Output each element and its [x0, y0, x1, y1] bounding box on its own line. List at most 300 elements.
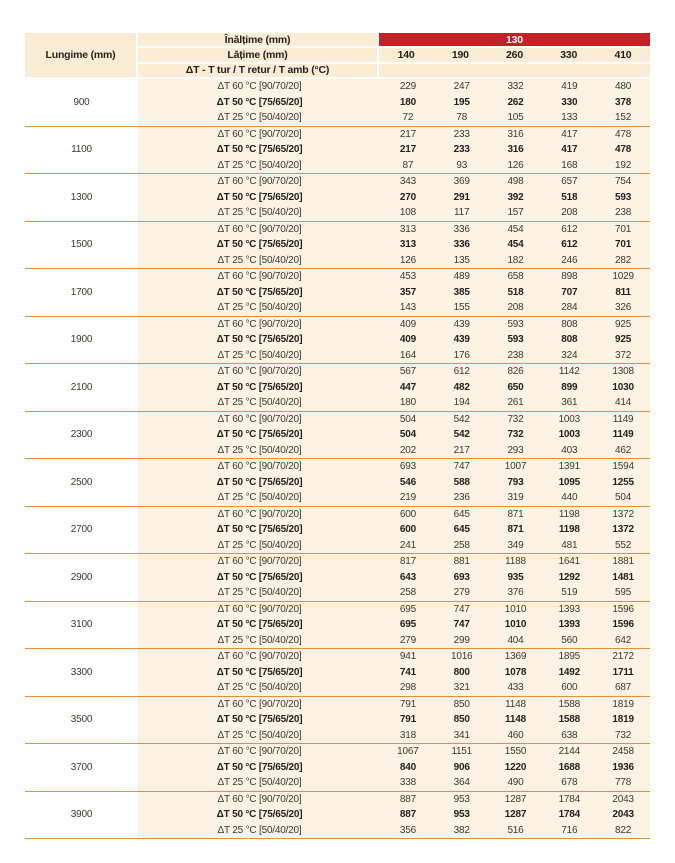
height-label-cell: Înălțime (mm)	[138, 33, 377, 46]
value-cell: 800	[453, 666, 470, 678]
value-cell: 808	[561, 334, 578, 346]
dt50-row-label: ΔT 50 °C [75/65/20]	[216, 571, 303, 583]
value-cell: 316	[507, 128, 524, 140]
value-cell: 357	[399, 286, 416, 298]
dt50-row	[138, 807, 650, 823]
dt25-row-label: ΔT 25 °C [50/40/20]	[217, 349, 302, 361]
dt50-row-label: ΔT 50 °C [75/65/20]	[216, 286, 303, 298]
dt25-row	[138, 158, 650, 174]
value-cell: 135	[453, 254, 470, 266]
dt25-row-label: ΔT 25 °C [50/40/20]	[217, 397, 302, 409]
length-group	[25, 317, 650, 365]
value-cell: 504	[615, 492, 632, 504]
dt50-row	[138, 332, 650, 348]
dt25-row	[138, 775, 650, 791]
dt25-row-label: ΔT 25 °C [50/40/20]	[217, 302, 302, 314]
dt25-row	[138, 300, 650, 316]
value-cell: 246	[561, 254, 578, 266]
value-cell: 1198	[558, 524, 580, 536]
value-cell: 270	[399, 191, 416, 203]
value-cell: 1819	[612, 698, 634, 710]
dt50-row-label: ΔT 50 °C [75/65/20]	[216, 429, 303, 441]
value-cell: 279	[453, 587, 470, 599]
dt25-row	[138, 395, 650, 411]
value-cell: 925	[615, 334, 632, 346]
value-cell: 489	[453, 271, 470, 283]
dt50-row-label: ΔT 50 °C [75/65/20]	[216, 761, 303, 773]
width-header-row	[138, 48, 650, 61]
length-value: 1100	[25, 127, 138, 174]
dt25-row	[138, 728, 650, 744]
value-cell: 233	[453, 144, 470, 156]
dt25-row-label: ΔT 25 °C [50/40/20]	[217, 777, 302, 789]
length-value: 1900	[25, 317, 138, 364]
dt50-row	[138, 712, 650, 728]
dt60-row	[138, 554, 650, 570]
value-cell: 707	[561, 286, 578, 298]
value-cell: 316	[507, 144, 524, 156]
length-column-header	[25, 33, 136, 77]
value-cell: 462	[615, 444, 632, 456]
width-value-cell: 330	[560, 49, 578, 62]
value-cell: 1369	[504, 651, 527, 663]
value-cell: 233	[453, 128, 470, 140]
delta-header-row	[138, 64, 650, 77]
value-cell: 258	[399, 587, 416, 599]
value-cell: 1588	[558, 714, 581, 726]
dt60-row	[138, 174, 650, 190]
value-cell: 1149	[612, 413, 634, 425]
dt25-row	[138, 443, 650, 459]
value-cell: 595	[615, 587, 632, 599]
value-cell: 1287	[504, 793, 527, 805]
dt25-row-label: ΔT 25 °C [50/40/20]	[217, 539, 302, 551]
value-cell: 143	[399, 302, 416, 314]
value-cell: 338	[399, 777, 416, 789]
dt50-row-label: ΔT 50 °C [75/65/20]	[216, 809, 303, 821]
value-cell: 808	[561, 318, 578, 330]
dt50-row	[138, 665, 650, 681]
value-cell: 414	[615, 397, 632, 409]
dt60-row	[138, 317, 650, 333]
length-group	[25, 127, 650, 175]
dt50-row	[138, 760, 650, 776]
value-cell: 793	[507, 476, 524, 488]
value-cell: 791	[399, 698, 416, 710]
dt60-row	[138, 744, 650, 760]
value-cell: 219	[399, 492, 416, 504]
value-cell: 600	[399, 508, 416, 520]
value-cell: 241	[399, 539, 416, 551]
length-value: 2300	[25, 412, 138, 459]
value-cell: 409	[399, 334, 416, 346]
value-cell: 678	[561, 777, 578, 789]
value-cell: 732	[615, 729, 632, 741]
dt25-row-label: ΔT 25 °C [50/40/20]	[217, 587, 302, 599]
value-cell: 1007	[504, 461, 527, 473]
dt25-row-label: ΔT 25 °C [50/40/20]	[217, 492, 302, 504]
length-value: 2900	[25, 554, 138, 601]
value-cell: 126	[507, 159, 524, 171]
value-cell: 645	[453, 524, 470, 536]
value-cell: 1078	[504, 666, 527, 678]
value-cell: 293	[507, 444, 524, 456]
value-cell: 453	[399, 271, 416, 283]
value-cell: 1641	[558, 556, 581, 568]
value-cell: 332	[507, 81, 524, 93]
dt50-row-label: ΔT 50 °C [75/65/20]	[216, 476, 303, 488]
value-cell: 236	[453, 492, 470, 504]
value-cell: 1255	[612, 476, 634, 488]
value-cell: 440	[561, 492, 578, 504]
value-cell: 321	[453, 682, 470, 694]
value-cell: 546	[399, 476, 416, 488]
dt50-row	[138, 190, 650, 206]
dt60-row	[138, 649, 650, 665]
value-cell: 385	[453, 286, 470, 298]
value-cell: 336	[453, 239, 470, 251]
dt50-row-label: ΔT 50 °C [75/65/20]	[216, 334, 303, 346]
value-cell: 72	[402, 112, 414, 124]
length-value: 2700	[25, 507, 138, 554]
dt60-row-label: ΔT 60 °C [90/70/20]	[217, 271, 302, 283]
length-group	[25, 269, 650, 317]
value-cell: 693	[453, 571, 470, 583]
length-group	[25, 602, 650, 650]
value-cell: 78	[456, 112, 468, 124]
dt60-row-label: ΔT 60 °C [90/70/20]	[217, 413, 302, 425]
value-cell: 504	[399, 413, 416, 425]
value-cell: 343	[399, 176, 416, 188]
value-cell: 1372	[612, 508, 634, 520]
value-cell: 217	[453, 444, 470, 456]
dt50-row-label: ΔT 50 °C [75/65/20]	[216, 524, 303, 536]
dt25-row	[138, 633, 650, 649]
dt25-row	[138, 538, 650, 554]
value-cell: 600	[399, 524, 416, 536]
dt25-row-label: ΔT 25 °C [50/40/20]	[217, 112, 302, 124]
value-cell: 152	[615, 112, 632, 124]
dt60-row	[138, 79, 650, 95]
value-cell: 1188	[505, 556, 526, 568]
length-group	[25, 507, 650, 555]
value-cell: 1030	[612, 381, 634, 393]
value-cell: 822	[615, 824, 632, 836]
value-cell: 1148	[505, 698, 526, 710]
value-cell: 164	[399, 349, 416, 361]
length-group	[25, 364, 650, 412]
height-header-row	[138, 33, 650, 46]
value-cell: 871	[507, 524, 524, 536]
value-cell: 326	[615, 302, 632, 314]
dt60-row-label: ΔT 60 °C [90/70/20]	[217, 651, 302, 663]
value-cell: 282	[615, 254, 632, 266]
value-cell: 650	[507, 381, 524, 393]
value-cell: 433	[507, 682, 524, 694]
value-cell: 1711	[612, 666, 634, 678]
value-cell: 747	[453, 603, 470, 615]
value-cell: 1492	[558, 666, 581, 678]
value-cell: 1067	[397, 746, 419, 758]
value-cell: 1372	[612, 524, 634, 536]
width-value-cell: 190	[451, 49, 469, 62]
value-cell: 1148	[505, 714, 526, 726]
dt60-row	[138, 364, 650, 380]
value-cell: 1016	[450, 651, 473, 663]
dt50-row	[138, 285, 650, 301]
dt50-row	[138, 142, 650, 158]
value-cell: 417	[561, 128, 578, 140]
dt25-row	[138, 585, 650, 601]
value-cell: 638	[561, 729, 578, 741]
dt50-row-label: ΔT 50 °C [75/65/20]	[216, 239, 303, 251]
value-cell: 318	[399, 729, 416, 741]
dt60-row-label: ΔT 60 °C [90/70/20]	[217, 698, 302, 710]
value-cell: 850	[453, 698, 470, 710]
value-cell: 247	[453, 81, 470, 93]
value-cell: 826	[507, 366, 524, 378]
value-cell: 378	[615, 96, 632, 108]
value-cell: 1936	[612, 761, 634, 773]
value-cell: 732	[507, 429, 524, 441]
dt60-row	[138, 269, 650, 285]
value-cell: 392	[507, 191, 524, 203]
width-label-cell: Lățime (mm)	[138, 48, 377, 61]
value-cell: 1292	[558, 571, 581, 583]
dt25-row	[138, 110, 650, 126]
value-cell: 701	[615, 239, 632, 251]
value-cell: 658	[507, 271, 524, 283]
value-cell: 319	[507, 492, 524, 504]
value-cell: 542	[453, 429, 470, 441]
value-cell: 1308	[612, 366, 634, 378]
dt60-row-label: ΔT 60 °C [90/70/20]	[217, 223, 302, 235]
value-cell: 157	[507, 207, 524, 219]
value-cell: 324	[561, 349, 578, 361]
width-value-cell: 410	[614, 49, 632, 62]
value-cell: 518	[561, 191, 578, 203]
value-cell: 192	[615, 159, 632, 171]
dt25-row	[138, 253, 650, 269]
value-cell: 518	[507, 286, 524, 298]
value-cell: 935	[507, 571, 524, 583]
length-value: 900	[25, 79, 138, 126]
dt50-row-label: ΔT 50 °C [75/65/20]	[216, 714, 303, 726]
dt60-row-label: ΔT 60 °C [90/70/20]	[217, 746, 302, 758]
dt25-row-label: ΔT 25 °C [50/40/20]	[217, 634, 302, 646]
dt60-row-label: ΔT 60 °C [90/70/20]	[217, 81, 302, 93]
width-value-cell: 140	[397, 49, 415, 62]
value-cell: 298	[399, 682, 416, 694]
dt25-row-label: ΔT 25 °C [50/40/20]	[217, 207, 302, 219]
value-cell: 881	[453, 556, 470, 568]
value-cell: 498	[507, 176, 524, 188]
dt50-row	[138, 522, 650, 538]
value-cell: 1151	[451, 746, 473, 758]
height-value-cell: 130	[379, 33, 650, 46]
dt25-row-label: ΔT 25 °C [50/40/20]	[217, 254, 302, 266]
dt50-row	[138, 380, 650, 396]
value-cell: 747	[453, 461, 470, 473]
dt60-row	[138, 507, 650, 523]
value-cell: 194	[453, 397, 470, 409]
value-cell: 850	[453, 714, 470, 726]
value-cell: 643	[399, 571, 416, 583]
value-cell: 1688	[558, 761, 581, 773]
value-cell: 238	[507, 349, 524, 361]
length-group	[25, 459, 650, 507]
length-group	[25, 174, 650, 222]
length-value: 3100	[25, 602, 138, 649]
length-group	[25, 554, 650, 602]
value-cell: 899	[561, 381, 578, 393]
length-value: 3300	[25, 649, 138, 696]
value-cell: 291	[453, 191, 470, 203]
value-cell: 202	[399, 444, 416, 456]
dt25-row	[138, 205, 650, 221]
value-cell: 155	[453, 302, 470, 314]
dt50-row	[138, 617, 650, 633]
value-cell: 732	[507, 413, 524, 425]
value-cell: 687	[615, 682, 632, 694]
length-group	[25, 79, 650, 127]
delta-label-cell: ΔT - T tur / T retur / T amb (°C)	[138, 64, 377, 77]
value-cell: 588	[453, 476, 470, 488]
value-cell: 1596	[612, 603, 634, 615]
value-cell: 454	[507, 239, 524, 251]
value-cell: 229	[399, 81, 416, 93]
value-cell: 1596	[612, 619, 634, 631]
value-cell: 516	[507, 824, 524, 836]
value-cell: 482	[453, 381, 470, 393]
value-cell: 695	[399, 603, 416, 615]
value-cell: 478	[615, 128, 632, 140]
value-cell: 133	[561, 112, 578, 124]
dt25-row	[138, 490, 650, 506]
value-cell: 600	[561, 682, 578, 694]
value-cell: 612	[561, 239, 578, 251]
dt25-row	[138, 348, 650, 364]
value-cell: 560	[561, 634, 578, 646]
value-cell: 567	[399, 366, 416, 378]
value-cell: 439	[453, 334, 470, 346]
value-cell: 439	[453, 318, 470, 330]
dt60-row-label: ΔT 60 °C [90/70/20]	[217, 176, 302, 188]
value-cell: 519	[561, 587, 578, 599]
value-cell: 1287	[504, 809, 527, 821]
value-cell: 1819	[612, 714, 634, 726]
value-cell: 117	[454, 207, 470, 219]
value-cell: 403	[561, 444, 578, 456]
value-cell: 330	[561, 96, 578, 108]
table-body	[25, 79, 650, 839]
dt50-row-label: ΔT 50 °C [75/65/20]	[216, 619, 303, 631]
value-cell: 778	[615, 777, 632, 789]
length-group	[25, 222, 650, 270]
value-cell: 176	[453, 349, 470, 361]
dt25-row-label: ΔT 25 °C [50/40/20]	[217, 159, 302, 171]
value-cell: 217	[399, 144, 416, 156]
value-cell: 1393	[558, 619, 581, 631]
length-group	[25, 792, 650, 840]
dt60-row-label: ΔT 60 °C [90/70/20]	[217, 366, 302, 378]
value-cell: 262	[507, 96, 524, 108]
length-group	[25, 744, 650, 792]
value-cell: 382	[453, 824, 470, 836]
value-cell: 376	[507, 587, 524, 599]
value-cell: 1003	[558, 413, 581, 425]
value-cell: 87	[402, 159, 414, 171]
value-cell: 126	[399, 254, 416, 266]
dt50-row	[138, 427, 650, 443]
value-cell: 1198	[558, 508, 580, 520]
dt50-row-label: ΔT 50 °C [75/65/20]	[216, 144, 303, 156]
dt60-row	[138, 792, 650, 808]
value-cell: 279	[399, 634, 416, 646]
value-cell: 840	[399, 761, 416, 773]
dt25-row-label: ΔT 25 °C [50/40/20]	[217, 729, 302, 741]
value-cell: 409	[399, 318, 416, 330]
value-cell: 925	[615, 318, 632, 330]
value-cell: 1010	[504, 619, 527, 631]
value-cell: 701	[615, 223, 632, 235]
value-cell: 369	[453, 176, 470, 188]
dt60-row	[138, 412, 650, 428]
length-group	[25, 649, 650, 697]
dt60-row	[138, 127, 650, 143]
dt60-row	[138, 697, 650, 713]
dt50-row	[138, 237, 650, 253]
length-value: 3700	[25, 744, 138, 791]
length-value: 3900	[25, 792, 138, 839]
value-cell: 754	[615, 176, 632, 188]
dt60-row	[138, 222, 650, 238]
value-cell: 887	[399, 809, 416, 821]
value-cell: 460	[507, 729, 524, 741]
value-cell: 612	[453, 366, 470, 378]
dt60-row-label: ΔT 60 °C [90/70/20]	[217, 318, 302, 330]
value-cell: 447	[399, 381, 416, 393]
length-value: 1700	[25, 269, 138, 316]
value-cell: 953	[453, 793, 470, 805]
value-cell: 1095	[558, 476, 581, 488]
value-cell: 612	[561, 223, 578, 235]
value-cell: 953	[453, 809, 470, 821]
value-cell: 542	[453, 413, 470, 425]
value-cell: 105	[507, 112, 524, 124]
value-cell: 642	[615, 634, 632, 646]
value-cell: 258	[453, 539, 470, 551]
value-cell: 871	[507, 508, 524, 520]
value-cell: 811	[615, 286, 631, 298]
value-cell: 93	[456, 159, 468, 171]
value-cell: 108	[399, 207, 416, 219]
length-column-label: Lungime (mm)	[45, 49, 116, 62]
value-cell: 2144	[558, 746, 581, 758]
value-cell: 887	[399, 793, 416, 805]
value-cell: 182	[507, 254, 524, 266]
value-cell: 716	[561, 824, 578, 836]
value-cell: 313	[399, 239, 416, 251]
value-cell: 180	[399, 397, 416, 409]
value-cell: 1594	[612, 461, 634, 473]
value-cell: 1393	[558, 603, 581, 615]
dt50-row	[138, 475, 650, 491]
dt50-row-label: ΔT 50 °C [75/65/20]	[216, 191, 303, 203]
value-cell: 361	[561, 397, 578, 409]
value-cell: 299	[453, 634, 470, 646]
dt25-row-label: ΔT 25 °C [50/40/20]	[217, 444, 302, 456]
